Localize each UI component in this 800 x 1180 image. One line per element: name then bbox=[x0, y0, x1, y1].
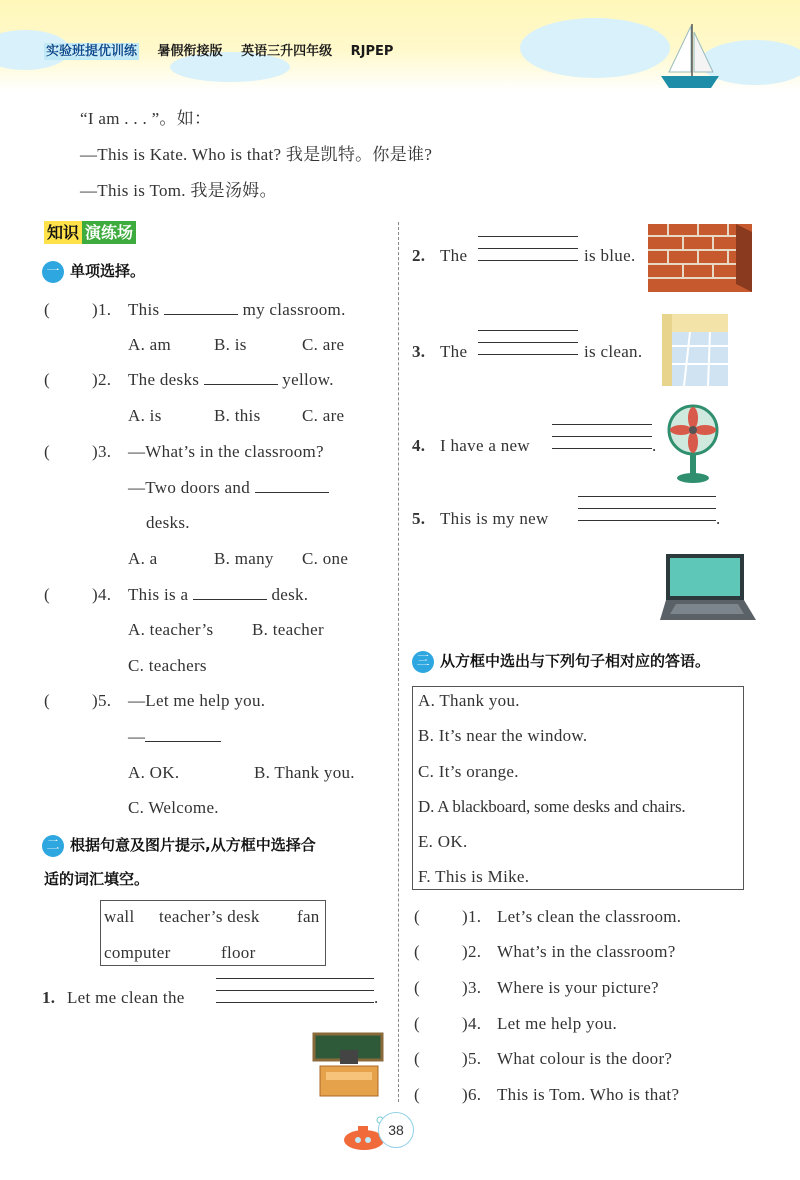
intro-line-2: —This is Kate. Who is that? 我是凯特。你是谁? bbox=[80, 145, 433, 164]
section2-number: 二 bbox=[42, 835, 64, 857]
s1-q1-blank[interactable] bbox=[164, 300, 238, 315]
s3-q4-text: Let me help you. bbox=[497, 1014, 617, 1033]
s2-q4-text: I have a new bbox=[440, 436, 530, 455]
edition-name: 暑假衔接版 bbox=[157, 44, 223, 59]
s1-q2-option-b: B. this bbox=[214, 406, 261, 425]
s1-q2-post: yellow. bbox=[282, 370, 334, 389]
section2-header bbox=[42, 834, 316, 857]
s3-q6-number: )6. bbox=[462, 1085, 482, 1104]
floor-tiles-image bbox=[662, 314, 728, 386]
s1-q5-blank[interactable] bbox=[145, 727, 221, 742]
s2-q2-pre: The bbox=[440, 246, 468, 265]
s3-q3-text: Where is your picture? bbox=[497, 978, 659, 997]
laptop-image bbox=[660, 552, 756, 624]
word-computer: computer bbox=[104, 943, 171, 962]
s1-q4-option-a: A. teacher’s bbox=[128, 620, 214, 639]
section3-number: 三 bbox=[412, 651, 434, 673]
s3-q5-number: )5. bbox=[462, 1049, 482, 1068]
s2-q5-end: . bbox=[716, 509, 721, 528]
option-a: A. Thank you. bbox=[418, 691, 520, 710]
s3-q2-text: What’s in the classroom? bbox=[497, 942, 676, 961]
page-number: 38 bbox=[378, 1112, 414, 1148]
column-divider bbox=[398, 222, 399, 1102]
s1-q3-option-c: C. one bbox=[302, 549, 349, 568]
s1-q3-number: )3. bbox=[92, 442, 112, 461]
s3-q6-paren: ( bbox=[414, 1085, 420, 1104]
s3-q4-number: )4. bbox=[462, 1014, 482, 1033]
s1-q1-option-a: A. am bbox=[128, 335, 172, 354]
s2-q3-writing-lines[interactable] bbox=[478, 330, 578, 366]
word-floor: floor bbox=[221, 943, 256, 962]
s1-q4-number: )4. bbox=[92, 585, 112, 604]
s2-q3-number: 3. bbox=[412, 342, 426, 361]
s1-q4-option-c: C. teachers bbox=[128, 656, 207, 675]
s2-q5-text: This is my new bbox=[440, 509, 549, 528]
s1-q1-post: my classroom. bbox=[242, 300, 346, 319]
word-teachers-desk: teacher’s desk bbox=[159, 907, 260, 926]
s1-q2-pre: The desks bbox=[128, 370, 200, 389]
s1-q5-option-b: B. Thank you. bbox=[254, 763, 355, 782]
section1-title: 单项选择。 bbox=[70, 262, 146, 280]
s3-q5-text: What colour is the door? bbox=[497, 1049, 673, 1068]
s1-q2-stem bbox=[128, 370, 334, 390]
s1-q4-option-b: B. teacher bbox=[252, 620, 324, 639]
s1-q1-stem bbox=[128, 300, 346, 320]
s1-q3-line2-text: —Two doors and bbox=[128, 478, 250, 497]
s1-q5-number: )5. bbox=[92, 691, 112, 710]
subject-name: 英语三升四年级 bbox=[241, 44, 333, 59]
section1-header bbox=[42, 260, 145, 283]
s3-q1-paren: ( bbox=[414, 907, 420, 926]
teacher-desk-image bbox=[312, 1032, 384, 1100]
header-title bbox=[44, 40, 407, 59]
s1-q4-post: desk. bbox=[271, 585, 309, 604]
s1-q2-option-a: A. is bbox=[128, 406, 162, 425]
s1-q3-paren: ( bbox=[44, 442, 50, 461]
section3-header bbox=[412, 650, 710, 673]
s2-q3-post: is clean. bbox=[584, 342, 643, 361]
s2-q5-number: 5. bbox=[412, 509, 426, 528]
s1-q2-blank[interactable] bbox=[204, 370, 278, 385]
word-wall: wall bbox=[104, 907, 135, 926]
s1-q2-paren: ( bbox=[44, 370, 50, 389]
s1-q5-option-a: A. OK. bbox=[128, 763, 180, 782]
s1-q4-blank[interactable] bbox=[193, 585, 267, 600]
s2-q1-text: Let me clean the bbox=[67, 988, 185, 1007]
s3-q2-paren: ( bbox=[414, 942, 420, 961]
s2-q1-number: 1. bbox=[42, 988, 56, 1007]
s2-q4-number: 4. bbox=[412, 436, 426, 455]
option-f: F. This is Mike. bbox=[418, 867, 530, 886]
s3-q3-number: )3. bbox=[462, 978, 482, 997]
s1-q3-line2 bbox=[128, 478, 329, 498]
word-bank-box bbox=[100, 900, 326, 966]
s1-q3-line3: desks. bbox=[146, 513, 190, 532]
sailboat-icon bbox=[655, 22, 725, 92]
intro-line-3: —This is Tom. 我是汤姆。 bbox=[80, 181, 277, 200]
practice-label-a: 知识 bbox=[44, 221, 82, 244]
s1-q1-option-b: B. is bbox=[214, 335, 247, 354]
s1-q5-dash: — bbox=[128, 727, 146, 746]
s2-q1-writing-lines[interactable] bbox=[216, 978, 374, 1014]
option-b: B. It’s near the window. bbox=[418, 726, 588, 745]
fan-image bbox=[666, 404, 720, 484]
s2-q3-pre: The bbox=[440, 342, 468, 361]
practice-label-b: 演练场 bbox=[82, 221, 136, 244]
s1-q2-option-c: C. are bbox=[302, 406, 345, 425]
s1-q1-pre: This bbox=[128, 300, 160, 319]
s1-q4-pre: This is a bbox=[128, 585, 189, 604]
section2-title-line1: 根据句意及图片提示,从方框中选择合 bbox=[70, 836, 316, 854]
s2-q4-writing-lines[interactable] bbox=[552, 424, 652, 460]
section2-title-line2: 适的词汇填空。 bbox=[44, 870, 150, 888]
intro-line-1: “I am . . . ”。如： bbox=[80, 109, 212, 128]
section3-title: 从方框中选出与下列句子相对应的答语。 bbox=[440, 652, 711, 670]
s1-q1-option-c: C. are bbox=[302, 335, 345, 354]
section1-number: 一 bbox=[42, 261, 64, 283]
version-name: RJPEP bbox=[350, 44, 394, 59]
s2-q2-post: is blue. bbox=[584, 246, 636, 265]
s1-q3-line1: —What’s in the classroom? bbox=[128, 442, 324, 461]
s1-q3-option-a: A. a bbox=[128, 549, 158, 568]
s3-q5-paren: ( bbox=[414, 1049, 420, 1068]
series-name: 实验班提优训练 bbox=[46, 44, 138, 59]
s1-q1-paren: ( bbox=[44, 300, 50, 319]
s1-q5-line1: —Let me help you. bbox=[128, 691, 266, 710]
s3-q1-number: )1. bbox=[462, 907, 482, 926]
s1-q5-line2 bbox=[128, 727, 221, 747]
s1-q5-paren: ( bbox=[44, 691, 50, 710]
option-e: E. OK. bbox=[418, 832, 468, 851]
s3-q1-text: Let’s clean the classroom. bbox=[497, 907, 682, 926]
s3-q4-paren: ( bbox=[414, 1014, 420, 1033]
s1-q5-option-c: C. Welcome. bbox=[128, 798, 219, 817]
s3-q2-number: )2. bbox=[462, 942, 482, 961]
s2-q4-end: . bbox=[652, 436, 657, 455]
s3-q3-paren: ( bbox=[414, 978, 420, 997]
s1-q3-blank[interactable] bbox=[255, 478, 329, 493]
brick-wall-image bbox=[648, 224, 752, 292]
option-d: D. A blackboard, some desks and chairs. bbox=[418, 797, 686, 816]
option-c: C. It’s orange. bbox=[418, 762, 519, 781]
s1-q1-number: )1. bbox=[92, 300, 112, 319]
s1-q4-stem bbox=[128, 585, 308, 605]
s2-q2-number: 2. bbox=[412, 246, 426, 265]
s2-q2-writing-lines[interactable] bbox=[478, 236, 578, 272]
s2-q1-end: . bbox=[374, 988, 379, 1007]
s1-q4-paren: ( bbox=[44, 585, 50, 604]
s1-q3-option-b: B. many bbox=[214, 549, 274, 568]
answer-options-box bbox=[412, 686, 744, 890]
s1-q2-number: )2. bbox=[92, 370, 112, 389]
word-fan: fan bbox=[297, 907, 320, 926]
s2-q5-writing-lines[interactable] bbox=[578, 496, 716, 532]
s3-q6-text: This is Tom. Who is that? bbox=[497, 1085, 680, 1104]
practice-badge bbox=[44, 220, 136, 243]
